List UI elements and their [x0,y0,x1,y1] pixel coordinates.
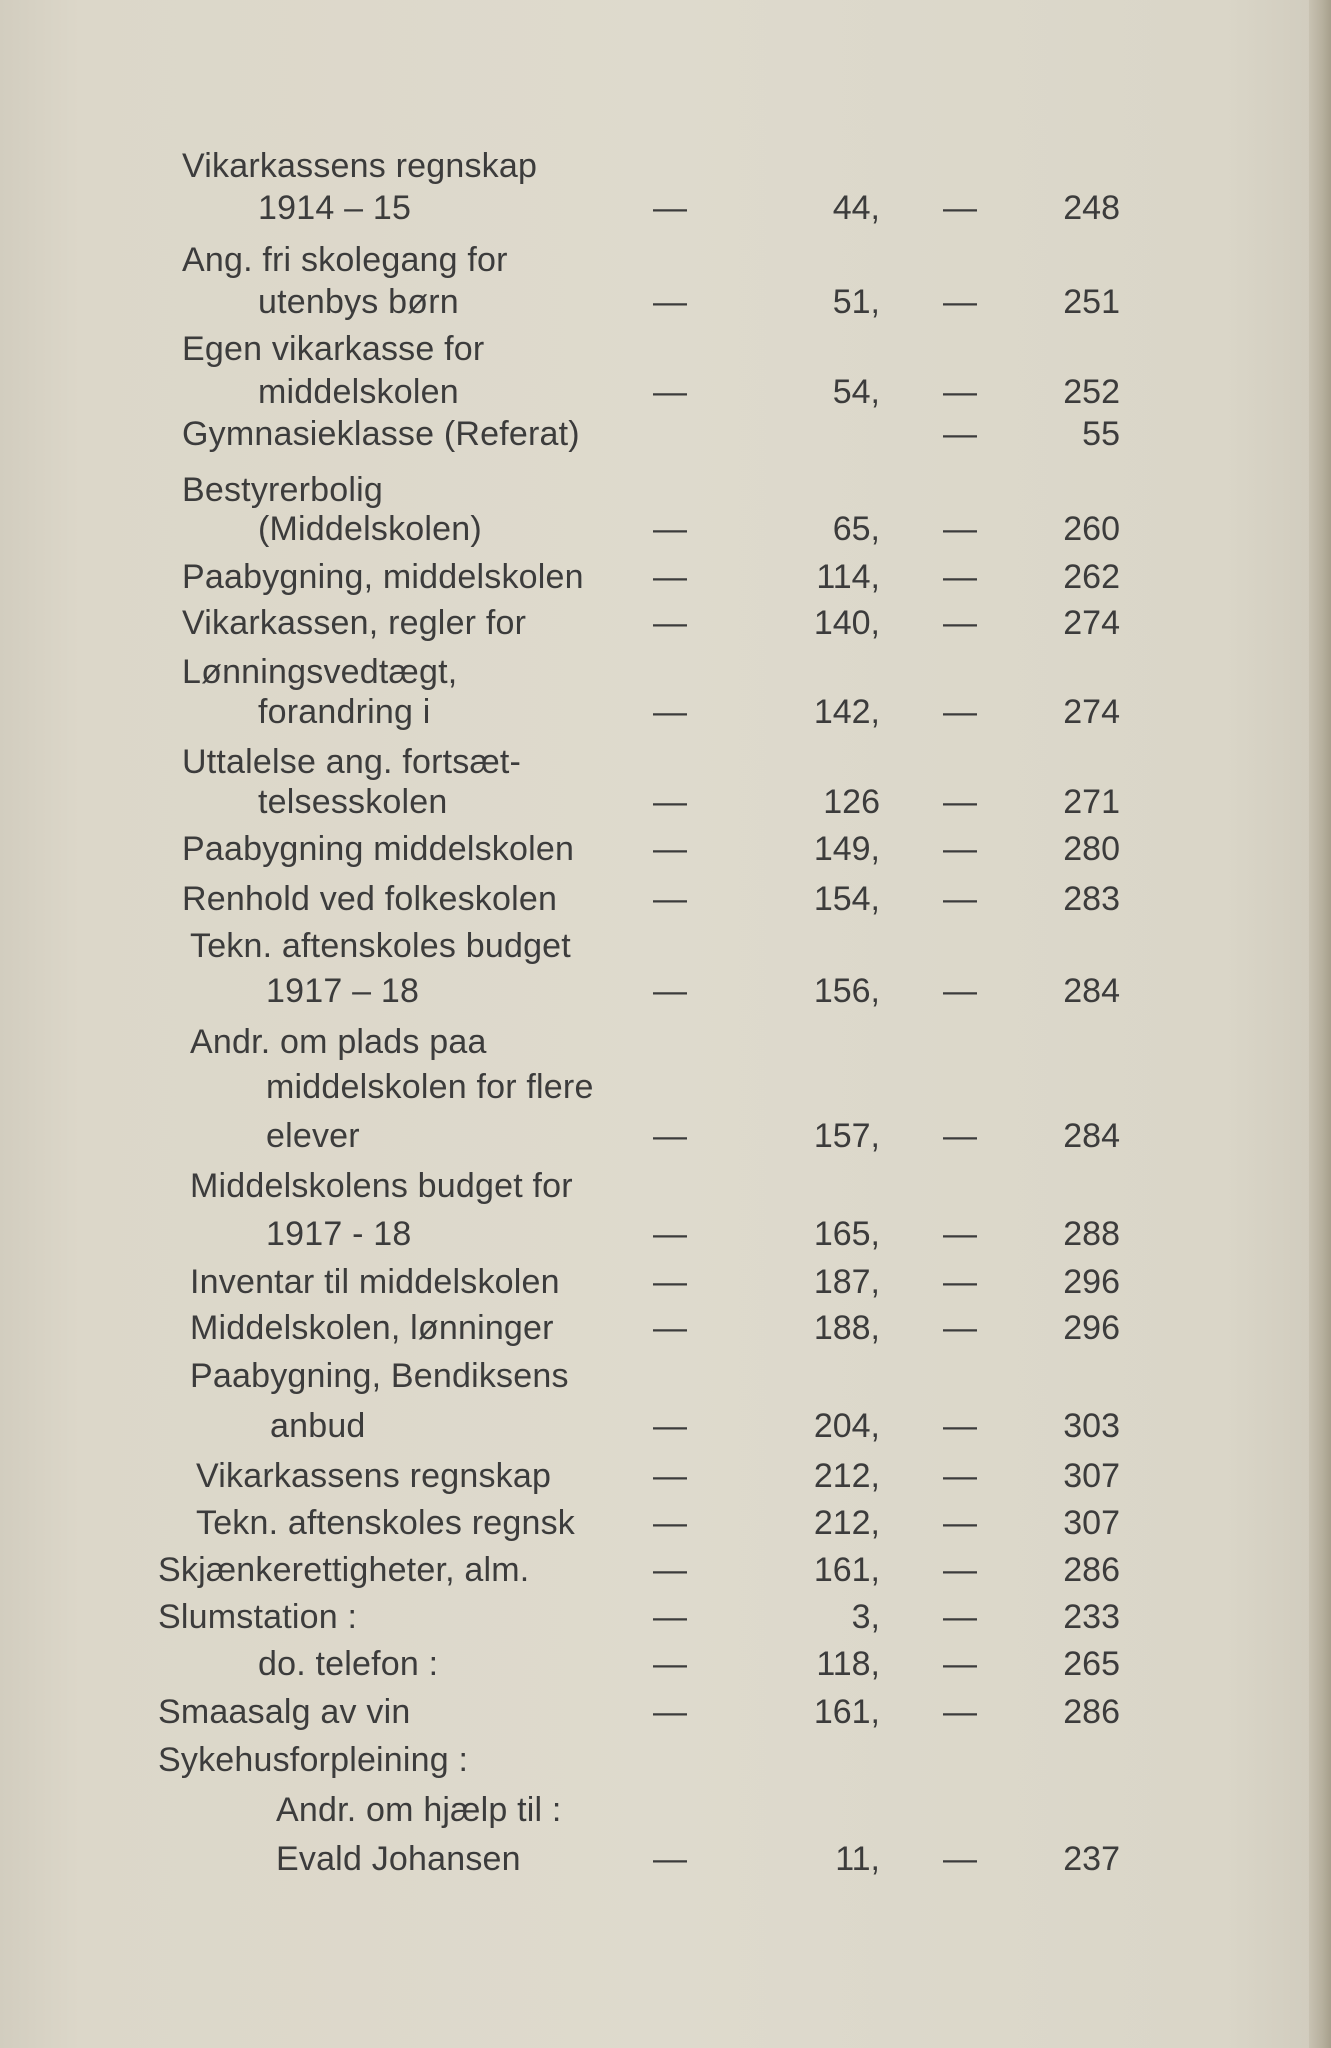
ditto-dash: — [653,283,687,321]
index-entry-label: Vikarkassens regnskap [182,147,538,185]
ditto-dash: — [943,415,977,453]
index-row [0,922,1331,970]
index-row [0,1063,1331,1111]
index-page-number: 303 [1063,1407,1120,1445]
ditto-dash: — [943,972,977,1010]
ditto-dash: — [943,373,977,411]
ditto-dash: — [653,1840,687,1878]
index-row [0,1736,1331,1784]
index-page-ref: 204, [813,1407,880,1445]
index-entry-label: Ang. fri skolegang for [182,241,508,279]
index-page-number: 286 [1063,1551,1120,1589]
index-row [0,1162,1331,1210]
index-row [0,1210,1331,1258]
ditto-dash: — [943,189,977,227]
index-page-ref: 44, [832,189,880,227]
index-entry-label: Andr. om plads paa [190,1023,487,1061]
ditto-dash: — [653,830,687,868]
index-page-ref: 142, [813,693,880,731]
index-row [0,1018,1331,1066]
index-entry-label: elever [266,1117,360,1155]
index-entry-label: 1917 - 18 [266,1215,412,1253]
ditto-dash: — [653,373,687,411]
index-entry-label: Uttalelse ang. fortsæt- [182,743,522,781]
index-entry-label: 1917 – 18 [266,972,420,1010]
index-page-ref: 156, [813,972,880,1010]
ditto-dash: — [653,880,687,918]
index-entry-label: Vikarkassens regnskap [196,1457,552,1495]
index-row [0,1835,1331,1883]
index-entry-label: anbud [270,1407,366,1445]
index-entry-label: middelskolen [258,373,459,411]
index-row [0,368,1331,416]
index-entry-label: Evald Johansen [276,1840,521,1878]
index-row [0,278,1331,326]
index-row [0,688,1331,736]
index-page-number: 55 [1082,415,1120,453]
ditto-dash: — [653,189,687,227]
index-entry-label: Lønningsvedtægt, [182,653,458,691]
index-page-ref: 212, [813,1504,880,1542]
index-page-number: 296 [1063,1263,1120,1301]
ditto-dash: — [943,1263,977,1301]
index-row [0,825,1331,873]
index-row [0,410,1331,458]
ditto-dash: — [653,972,687,1010]
ditto-dash: — [943,1693,977,1731]
ditto-dash: — [653,1215,687,1253]
ditto-dash: — [653,1457,687,1495]
ditto-dash: — [943,1551,977,1589]
index-page-number: 251 [1063,283,1120,321]
index-row [0,1112,1331,1160]
index-page-number: 280 [1063,830,1120,868]
ditto-dash: — [943,1457,977,1495]
index-page-number: 237 [1063,1840,1120,1878]
index-page-number: 307 [1063,1457,1120,1495]
index-row [0,778,1331,826]
index-page-number: 284 [1063,972,1120,1010]
ditto-dash: — [943,1645,977,1683]
index-row [0,553,1331,601]
index-row [0,1593,1331,1641]
index-entry-label: Tekn. aftenskoles budget [190,927,571,965]
index-row [0,1452,1331,1500]
index-page-ref: 154, [813,880,880,918]
ditto-dash: — [653,1645,687,1683]
index-entry-label: forandring i [258,693,431,731]
index-page-number: 233 [1063,1598,1120,1636]
ditto-dash: — [943,830,977,868]
index-row [0,184,1331,232]
index-page-number: 248 [1063,189,1120,227]
index-entry-label: Sykehusforpleining : [158,1741,469,1779]
index-entry-label: Tekn. aftenskoles regnsk [196,1504,575,1542]
ditto-dash: — [653,1598,687,1636]
index-row [0,599,1331,647]
index-row [0,1258,1331,1306]
ditto-dash: — [653,510,687,548]
index-page-number: 274 [1063,693,1120,731]
index-entry-label: Middelskolens budget for [190,1167,573,1205]
index-page-ref: 3, [851,1598,880,1636]
index-entry-label: Paabygning, Bendiksens [190,1357,569,1395]
index-page-ref: 118, [816,1645,880,1683]
ditto-dash: — [943,1117,977,1155]
index-entry-label: Gymnasieklasse (Referat) [182,415,580,453]
index-page-ref: 165, [813,1215,880,1253]
index-page-ref: 161, [813,1693,880,1731]
index-entry-label: Egen vikarkasse for [182,330,485,368]
index-page-number: 252 [1063,373,1120,411]
index-page-ref: 11, [835,1840,880,1878]
index-page-number: 271 [1063,783,1120,821]
ditto-dash: — [653,1407,687,1445]
index-row [0,1786,1331,1834]
ditto-dash: — [653,1117,687,1155]
ditto-dash: — [943,283,977,321]
index-entry-label: (Middelskolen) [258,510,482,548]
index-page-number: 284 [1063,1117,1120,1155]
ditto-dash: — [943,604,977,642]
index-entry-label: Paabygning middelskolen [182,830,575,868]
index-row [0,1640,1331,1688]
index-page-ref: 51, [832,283,880,321]
index-entry-label: Paabygning, middelskolen [182,558,584,596]
index-row [0,1499,1331,1547]
index-entry-label: Bestyrerbolig [182,471,384,509]
index-page-number: 265 [1063,1645,1120,1683]
index-page-number: 307 [1063,1504,1120,1542]
ditto-dash: — [653,1309,687,1347]
index-page-number: 283 [1063,880,1120,918]
index-entry-label: Middelskolen, lønninger [190,1309,554,1347]
index-entry-label: Smaasalg av vin [158,1693,411,1731]
index-row [0,505,1331,553]
ditto-dash: — [653,783,687,821]
index-row [0,967,1331,1015]
ditto-dash: — [653,1693,687,1731]
index-row [0,236,1331,284]
index-row [0,1352,1331,1400]
index-page-ref: 140, [813,604,880,642]
index-row [0,1304,1331,1352]
index-page-ref: 188, [813,1309,880,1347]
index-page-number: 288 [1063,1215,1120,1253]
index-row [0,1402,1331,1450]
index-page-ref: 65, [832,510,880,548]
index-page-ref: 157, [813,1117,880,1155]
index-page-ref: 149, [813,830,880,868]
index-page-number: 260 [1063,510,1120,548]
index-entry-label: telsesskolen [258,783,448,821]
ditto-dash: — [943,1840,977,1878]
ditto-dash: — [943,558,977,596]
ditto-dash: — [653,558,687,596]
index-row [0,1688,1331,1736]
ditto-dash: — [943,880,977,918]
index-page-ref: 161, [813,1551,880,1589]
ditto-dash: — [653,604,687,642]
index-entry-label: Inventar til middelskolen [190,1263,560,1301]
index-page-ref: 212, [813,1457,880,1495]
index-page-ref: 54, [832,373,880,411]
index-entry-label: Skjænkerettigheter, alm. [158,1551,530,1589]
index-page-ref: 126 [823,783,880,821]
ditto-dash: — [653,1504,687,1542]
index-page-ref: 114, [816,558,880,596]
index-row [0,875,1331,923]
index-page-ref: 187, [813,1263,880,1301]
index-row [0,325,1331,373]
index-page-number: 262 [1063,558,1120,596]
ditto-dash: — [943,510,977,548]
ditto-dash: — [943,693,977,731]
ditto-dash: — [943,1215,977,1253]
index-entry-label: do. telefon : [258,1645,439,1683]
ditto-dash: — [653,1551,687,1589]
ditto-dash: — [943,1407,977,1445]
index-entry-label: 1914 – 15 [258,189,412,227]
index-row [0,1546,1331,1594]
index-page-number: 286 [1063,1693,1120,1731]
ditto-dash: — [653,693,687,731]
index-entry-label: middelskolen for flere [266,1068,594,1106]
ditto-dash: — [943,783,977,821]
index-entry-label: Andr. om hjælp til : [276,1791,562,1829]
index-entry-label: Vikarkassen, regler for [182,604,527,642]
index-entry-label: Renhold ved folkeskolen [182,880,558,918]
ditto-dash: — [653,1263,687,1301]
index-page-number: 274 [1063,604,1120,642]
index-entry-label: Slumstation : [158,1598,358,1636]
ditto-dash: — [943,1504,977,1542]
ditto-dash: — [943,1309,977,1347]
ditto-dash: — [943,1598,977,1636]
index-page-number: 296 [1063,1309,1120,1347]
index-row [0,142,1331,190]
index-entry-label: utenbys børn [258,283,459,321]
